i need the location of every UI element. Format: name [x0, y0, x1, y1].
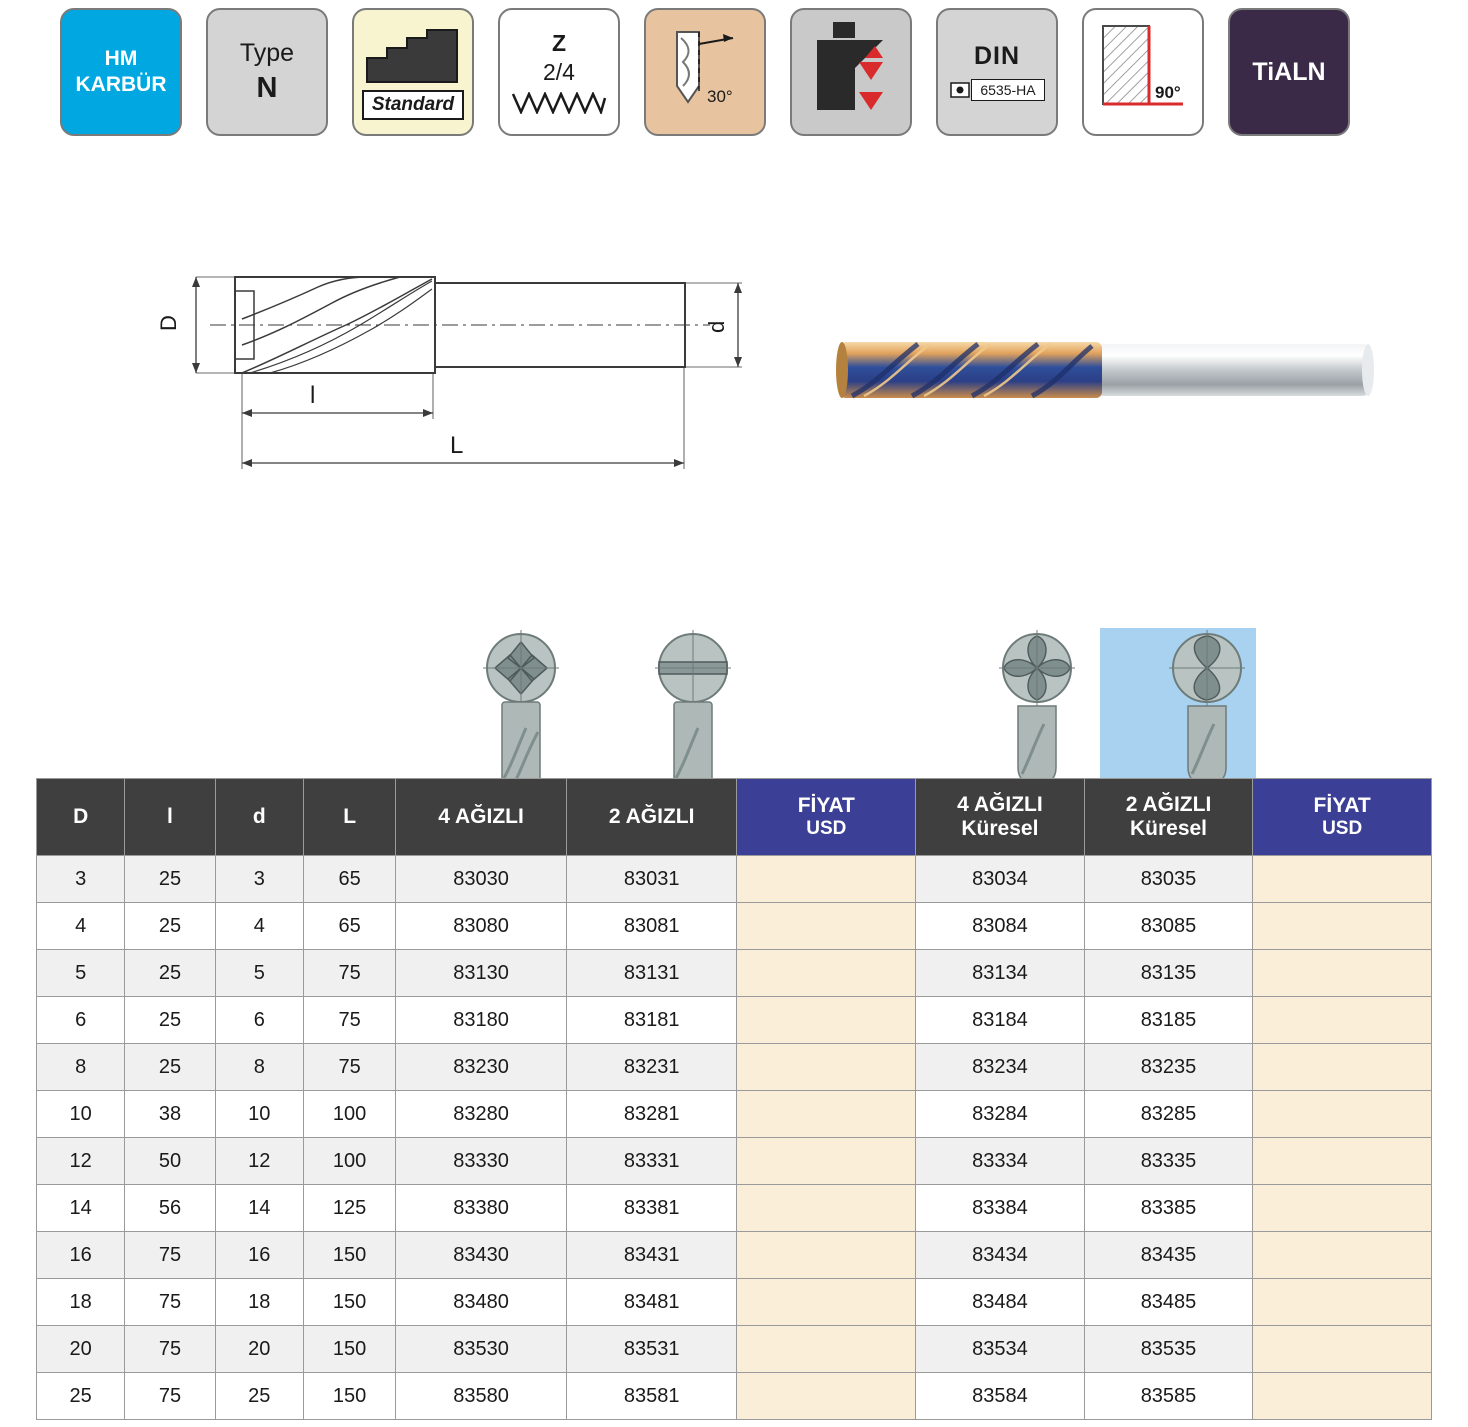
cell-L: 75: [303, 1044, 395, 1091]
col-header-2-flute-ball: [1084, 779, 1253, 856]
cell-l: 25: [125, 903, 215, 950]
product-photo: [830, 320, 1390, 435]
col-header-4-flute-ball-sub: Küresel: [961, 817, 1039, 840]
cell-D: 3: [37, 856, 125, 903]
flute-count-value: 2/4: [543, 59, 575, 85]
cell-L: 75: [303, 997, 395, 1044]
cell-D: 25: [37, 1373, 125, 1420]
cell-l: 25: [125, 997, 215, 1044]
endmill-photo-illustration: [830, 320, 1390, 430]
cell-code-4-flute: 83480: [396, 1279, 567, 1326]
cell-code-4-flute: 83430: [396, 1232, 567, 1279]
cell-code-4-flute: 83030: [396, 856, 567, 903]
cell-price-1[interactable]: [737, 1326, 916, 1373]
cell-code-4-flute-ball: 83134: [916, 950, 1085, 997]
cell-l: 25: [125, 1044, 215, 1091]
table-body: [37, 856, 1432, 1420]
cell-code-2-flute: 83381: [566, 1185, 737, 1232]
coating-badge-label: TiALN: [1252, 57, 1326, 86]
cell-l: 25: [125, 950, 215, 997]
cell-code-4-flute: 83230: [396, 1044, 567, 1091]
corner-angle-label: 90°: [1155, 83, 1181, 102]
end-view-4-flute-square: [446, 628, 596, 786]
coating-badge: [1228, 8, 1350, 136]
cell-code-2-flute-ball: 83435: [1084, 1232, 1253, 1279]
cell-code-2-flute: 83431: [566, 1232, 737, 1279]
cell-code-2-flute-ball: 83235: [1084, 1044, 1253, 1091]
cell-l: 75: [125, 1279, 215, 1326]
cell-d: 5: [215, 950, 303, 997]
cell-L: 100: [303, 1091, 395, 1138]
cell-d: 4: [215, 903, 303, 950]
shank-icon: [949, 77, 971, 103]
table-row: [37, 1138, 1432, 1185]
cell-l: 56: [125, 1185, 215, 1232]
cell-L: 150: [303, 1326, 395, 1373]
cell-price-2[interactable]: [1253, 856, 1432, 903]
cell-price-1[interactable]: [737, 1373, 916, 1420]
cell-L: 75: [303, 950, 395, 997]
cell-price-2[interactable]: [1253, 1326, 1432, 1373]
stair-profile-icon: [361, 28, 465, 84]
col-header-l: l: [125, 779, 215, 856]
dim-label-d: d: [704, 320, 729, 333]
cell-l: 75: [125, 1232, 215, 1279]
col-header-2-flute-ball-main: 2 AĞIZLI: [1125, 793, 1212, 816]
cell-D: 12: [37, 1138, 125, 1185]
specification-table: [36, 778, 1432, 1420]
cell-price-2[interactable]: [1253, 1044, 1432, 1091]
table-row: [37, 1091, 1432, 1138]
cell-price-2[interactable]: [1253, 1091, 1432, 1138]
cell-code-4-flute-ball: 83484: [916, 1279, 1085, 1326]
cell-code-4-flute-ball: 83534: [916, 1326, 1085, 1373]
cell-price-2[interactable]: [1253, 950, 1432, 997]
cell-code-4-flute: 83280: [396, 1091, 567, 1138]
cell-code-2-flute-ball: 83035: [1084, 856, 1253, 903]
cell-L: 150: [303, 1373, 395, 1420]
din-badge-line1: DIN: [973, 41, 1021, 70]
cell-L: 65: [303, 903, 395, 950]
cell-price-1[interactable]: [737, 1279, 916, 1326]
cell-code-4-flute-ball: 83434: [916, 1232, 1085, 1279]
cell-d: 14: [215, 1185, 303, 1232]
cutting-direction-icon: [797, 18, 905, 126]
material-badge: [60, 8, 182, 136]
cell-code-4-flute-ball: 83084: [916, 903, 1085, 950]
cell-price-1[interactable]: [737, 1044, 916, 1091]
cell-price-1[interactable]: [737, 997, 916, 1044]
col-header-D: D: [37, 779, 125, 856]
cell-code-4-flute: 83130: [396, 950, 567, 997]
col-header-2-flute: 2 AĞIZLI: [566, 779, 737, 856]
cell-code-4-flute-ball: 83284: [916, 1091, 1085, 1138]
cell-d: 10: [215, 1091, 303, 1138]
zigzag-icon: [511, 92, 607, 114]
cell-d: 25: [215, 1373, 303, 1420]
flute-count-badge: [498, 8, 620, 136]
din-badge: [936, 8, 1058, 136]
cell-L: 150: [303, 1279, 395, 1326]
cell-code-2-flute: 83531: [566, 1326, 737, 1373]
type-badge-line1: Type: [239, 39, 295, 67]
cell-code-2-flute: 83281: [566, 1091, 737, 1138]
cell-D: 5: [37, 950, 125, 997]
cell-l: 75: [125, 1373, 215, 1420]
col-header-4-flute: 4 AĞIZLI: [396, 779, 567, 856]
end-view-2-flute-ball-icon: [1132, 628, 1282, 786]
endmill-dimension-drawing: [150, 245, 770, 495]
cell-code-2-flute-ball: 83335: [1084, 1138, 1253, 1185]
din-shank-graphic: [949, 77, 1044, 103]
cell-code-4-flute: 83180: [396, 997, 567, 1044]
col-header-4-flute-ball: [916, 779, 1085, 856]
col-header-price-2-main: FİYAT: [1313, 794, 1371, 817]
cell-code-4-flute-ball: 83234: [916, 1044, 1085, 1091]
cell-code-2-flute: 83481: [566, 1279, 737, 1326]
cell-price-2[interactable]: [1253, 1373, 1432, 1420]
cell-price-2[interactable]: [1253, 1185, 1432, 1232]
cell-code-4-flute: 83530: [396, 1326, 567, 1373]
table-row: [37, 1232, 1432, 1279]
col-header-price-2: [1253, 779, 1432, 856]
dim-label-l: l: [310, 382, 316, 409]
cell-D: 10: [37, 1091, 125, 1138]
col-header-price-1-sub: USD: [806, 818, 847, 839]
cell-price-1[interactable]: [737, 1091, 916, 1138]
cell-code-2-flute: 83331: [566, 1138, 737, 1185]
din-badge-line2: 6535-HA: [971, 79, 1044, 101]
dim-label-L: L: [450, 432, 464, 459]
cell-code-4-flute-ball: 83034: [916, 856, 1085, 903]
material-badge-line1: HM: [104, 46, 138, 70]
cell-L: 125: [303, 1185, 395, 1232]
table-row: [37, 950, 1432, 997]
cell-D: 16: [37, 1232, 125, 1279]
cell-d: 12: [215, 1138, 303, 1185]
standard-badge-label: Standard: [362, 90, 464, 120]
corner-angle-icon: [1089, 18, 1197, 126]
helix-angle-label: 30°: [707, 87, 733, 106]
cell-code-2-flute-ball: 83135: [1084, 950, 1253, 997]
col-header-d: d: [215, 779, 303, 856]
attribute-badge-row: [60, 8, 1350, 136]
material-badge-line2: KARBÜR: [75, 73, 167, 96]
table-row: [37, 1044, 1432, 1091]
cell-D: 4: [37, 903, 125, 950]
cell-price-2[interactable]: [1253, 997, 1432, 1044]
cutting-direction-badge: [790, 8, 912, 136]
cell-code-2-flute: 83131: [566, 950, 737, 997]
table-row: [37, 856, 1432, 903]
cell-code-2-flute: 83231: [566, 1044, 737, 1091]
end-view-2-flute-ball: [1132, 628, 1282, 786]
table-row: [37, 1279, 1432, 1326]
col-header-price-1-main: FİYAT: [797, 794, 855, 817]
cell-price-1[interactable]: [737, 1185, 916, 1232]
cell-code-2-flute-ball: 83535: [1084, 1326, 1253, 1373]
cell-price-1[interactable]: [737, 903, 916, 950]
cell-price-2[interactable]: [1253, 1138, 1432, 1185]
cell-price-1[interactable]: [737, 856, 916, 903]
cell-D: 6: [37, 997, 125, 1044]
cell-d: 3: [215, 856, 303, 903]
col-header-price-1: [737, 779, 916, 856]
table-header-row: [37, 779, 1432, 856]
cell-l: 50: [125, 1138, 215, 1185]
table-row: [37, 1373, 1432, 1420]
col-header-4-flute-ball-main: 4 AĞIZLI: [957, 793, 1043, 816]
type-badge: [206, 8, 328, 136]
cell-D: 14: [37, 1185, 125, 1232]
end-view-4-flute-ball-icon: [962, 628, 1112, 786]
cell-code-2-flute: 83581: [566, 1373, 737, 1420]
table-row: [37, 1185, 1432, 1232]
technical-drawing: [150, 245, 770, 500]
cell-l: 25: [125, 856, 215, 903]
cell-code-4-flute: 83580: [396, 1373, 567, 1420]
cell-price-1[interactable]: [737, 950, 916, 997]
helix-angle-icon: [651, 24, 759, 120]
cell-d: 20: [215, 1326, 303, 1373]
end-view-4-flute-ball: [962, 628, 1112, 786]
cell-code-2-flute-ball: 83385: [1084, 1185, 1253, 1232]
cell-price-1[interactable]: [737, 1232, 916, 1279]
cell-d: 8: [215, 1044, 303, 1091]
end-view-4-flute-square-icon: [446, 628, 596, 786]
col-header-price-2-sub: USD: [1322, 818, 1363, 839]
cell-code-4-flute: 83080: [396, 903, 567, 950]
corner-angle-badge: [1082, 8, 1204, 136]
cell-d: 6: [215, 997, 303, 1044]
cell-price-1[interactable]: [737, 1138, 916, 1185]
cell-L: 100: [303, 1138, 395, 1185]
cell-code-4-flute: 83330: [396, 1138, 567, 1185]
table-row: [37, 1326, 1432, 1373]
cell-l: 38: [125, 1091, 215, 1138]
cell-code-4-flute-ball: 83334: [916, 1138, 1085, 1185]
cell-code-2-flute-ball: 83585: [1084, 1373, 1253, 1420]
cell-code-2-flute-ball: 83485: [1084, 1279, 1253, 1326]
cell-code-2-flute: 83181: [566, 997, 737, 1044]
cell-L: 150: [303, 1232, 395, 1279]
cell-code-4-flute-ball: 83184: [916, 997, 1085, 1044]
cell-code-4-flute-ball: 83584: [916, 1373, 1085, 1420]
cell-code-2-flute-ball: 83285: [1084, 1091, 1253, 1138]
type-badge-line2: N: [256, 72, 278, 104]
cell-l: 75: [125, 1326, 215, 1373]
cell-D: 8: [37, 1044, 125, 1091]
cell-code-2-flute: 83031: [566, 856, 737, 903]
cell-price-2[interactable]: [1253, 903, 1432, 950]
table-row: [37, 997, 1432, 1044]
cell-price-2[interactable]: [1253, 1279, 1432, 1326]
cell-code-2-flute: 83081: [566, 903, 737, 950]
cell-code-4-flute: 83380: [396, 1185, 567, 1232]
cell-price-2[interactable]: [1253, 1232, 1432, 1279]
cell-L: 65: [303, 856, 395, 903]
cell-D: 18: [37, 1279, 125, 1326]
cell-code-2-flute-ball: 83185: [1084, 997, 1253, 1044]
dim-label-D: D: [156, 315, 181, 331]
cell-code-2-flute-ball: 83085: [1084, 903, 1253, 950]
cell-D: 20: [37, 1326, 125, 1373]
cell-code-4-flute-ball: 83384: [916, 1185, 1085, 1232]
col-header-2-flute-ball-sub: Küresel: [1129, 817, 1208, 840]
cell-d: 18: [215, 1279, 303, 1326]
flute-count-letter: Z: [551, 30, 567, 56]
end-view-2-flute-square: [618, 628, 768, 786]
col-header-L: L: [303, 779, 395, 856]
end-view-2-flute-square-icon: [618, 628, 768, 786]
helix-angle-badge: [644, 8, 766, 136]
table-row: [37, 903, 1432, 950]
tool-end-view-row: [36, 616, 1436, 786]
cell-d: 16: [215, 1232, 303, 1279]
standard-badge: [352, 8, 474, 136]
